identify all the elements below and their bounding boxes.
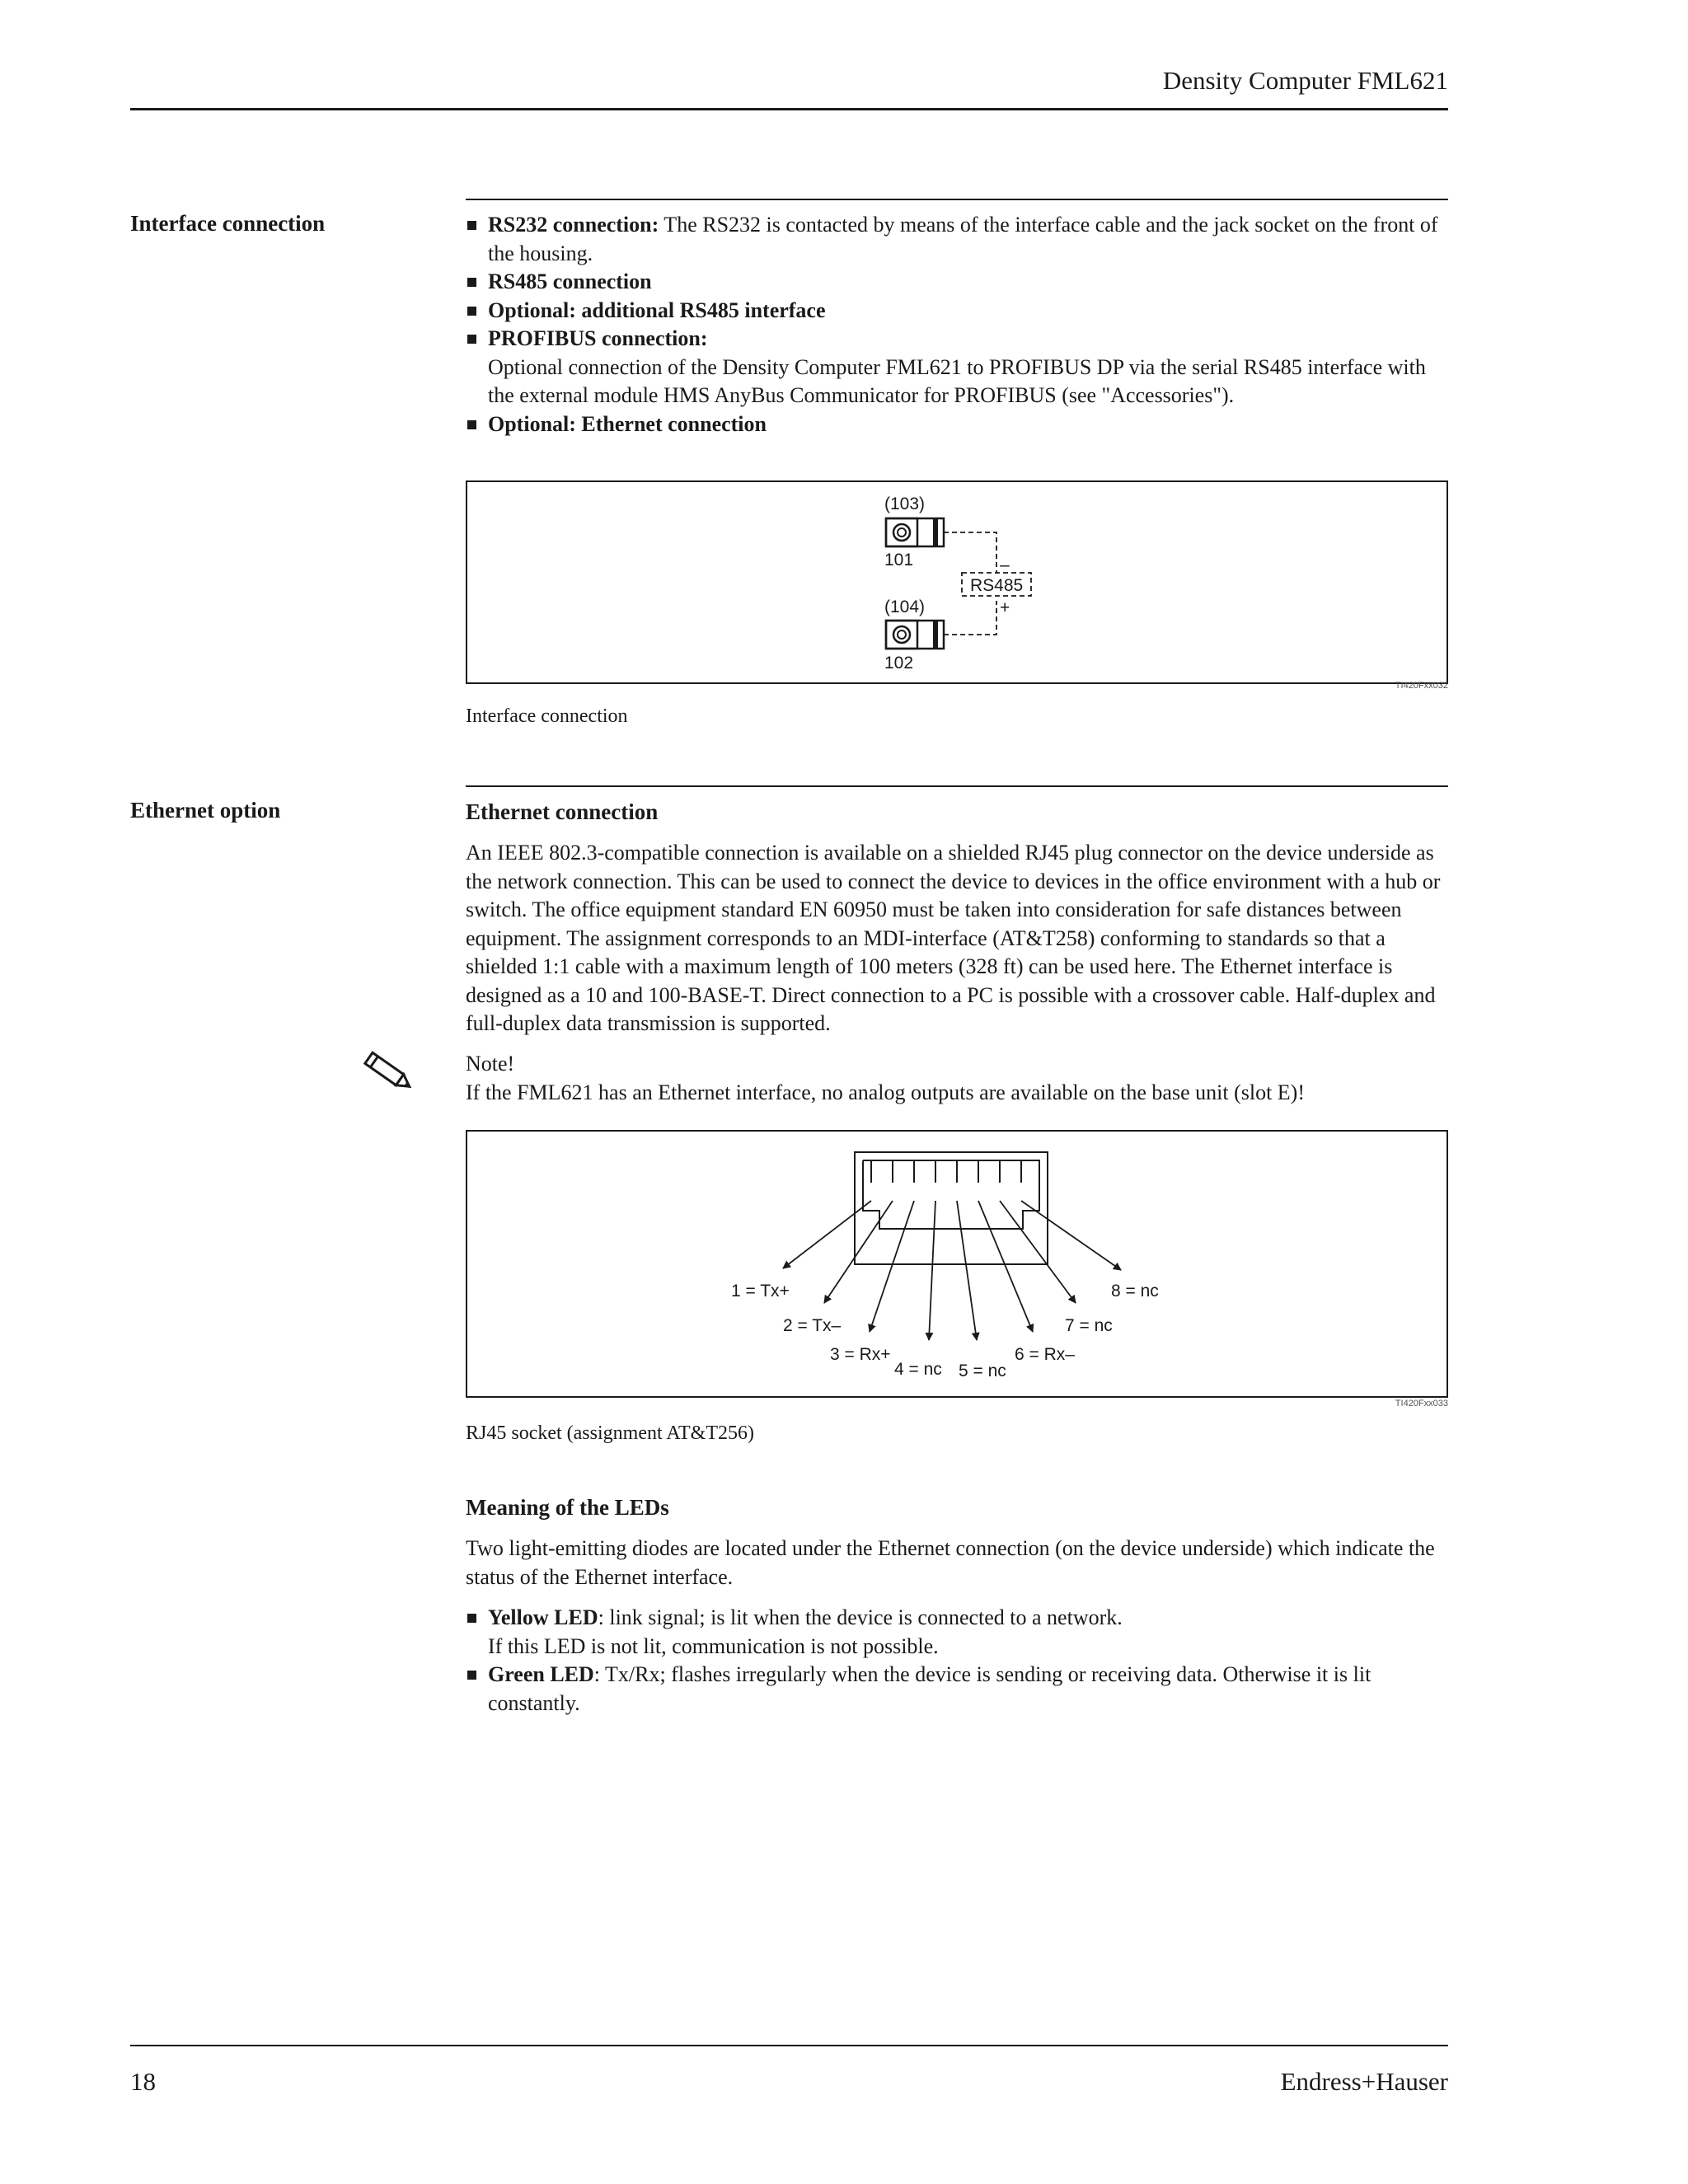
- list-item: Optional: additional RS485 interface: [466, 297, 1448, 326]
- list-item: Green LED: Tx/Rx; flashes irregularly when the device is sending or receiving data. Otherwise it is lit constantly.: [466, 1661, 1448, 1718]
- list-item: Yellow LED: link signal; is lit when the device is connected to a network. If this LED is not lit, communication is not possible.: [466, 1604, 1448, 1661]
- terminal-102-icon: [886, 621, 944, 649]
- pin-label-2: 2 = Tx–: [783, 1316, 842, 1335]
- pin-label-6: 6 = Rx–: [1015, 1345, 1075, 1364]
- list-item: PROFIBUS connection: Optional connection of the Density Computer FML621 to PROFIBUS DP via the serial RS485 interface with the external module HMS AnyBus Communicator for PROFIBUS (see "Accessories").: [466, 325, 1448, 410]
- terminal-label-101: 101: [884, 551, 914, 569]
- section-rule-interface: [466, 199, 1448, 200]
- section-label-interface: Interface connection: [130, 211, 326, 236]
- terminal-label-103: (103): [884, 494, 926, 513]
- figure-caption: Interface connection: [466, 705, 628, 727]
- note-title: Note!: [466, 1052, 515, 1076]
- running-header-title: Density Computer FML621: [1162, 66, 1448, 95]
- interface-list: [466, 211, 1448, 438]
- section-label-ethernet: Ethernet option: [130, 798, 281, 823]
- interface-diagram: [466, 480, 1448, 684]
- plus-label: +: [1000, 598, 1010, 617]
- leds-list: [466, 1604, 1448, 1718]
- terminal-label-102: 102: [884, 654, 914, 673]
- pin-label-1: 1 = Tx+: [731, 1282, 790, 1301]
- section-rule-ethernet: [466, 785, 1448, 787]
- figure-code: TI420Fxx032: [1395, 681, 1448, 691]
- rs485-label: RS485: [970, 576, 1024, 595]
- pencil-icon: [359, 1048, 419, 1100]
- header-rule: [130, 108, 1448, 110]
- leds-heading: Meaning of the LEDs: [466, 1495, 669, 1520]
- minus-label: –: [1000, 555, 1010, 574]
- pin-label-7: 7 = nc: [1065, 1316, 1113, 1335]
- terminal-label-104: (104): [884, 598, 926, 616]
- page-number: 18: [130, 2067, 156, 2096]
- ethernet-heading: Ethernet connection: [466, 799, 659, 824]
- pin-label-3: 3 = Rx+: [830, 1345, 891, 1364]
- footer-rule: [130, 2045, 1448, 2046]
- ethernet-body: An IEEE 802.3-compatible connection is available on a shielded RJ45 plug connector on the device underside as the network connection. This can be used to connect the device to devices in the office environment with a hub or switch. The office equipment standard EN 60950 must be taken into consideration for safe distances between equipment. The assignment corresponds to an MDI-interface (AT&T258) conforming to standards so that a shielded 1:1 cable with a maximum length of 100 meters (328 ft) can be used here. The Ethernet interface is designed as a 10 and 100-BASE-T. Direct connection to a PC is possible with a crossover cable. Half-duplex and full-duplex data transmission is supported.: [466, 841, 1441, 1035]
- pin-label-4: 4 = nc: [894, 1360, 942, 1379]
- list-item: RS232 connection: The RS232 is contacted by means of the interface cable and the jack socket on the front of the housing.: [466, 211, 1448, 268]
- list-item: RS485 connection: [466, 268, 1448, 297]
- terminal-101-icon: [886, 518, 944, 546]
- list-item: Optional: Ethernet connection: [466, 410, 1448, 439]
- pin-label-5: 5 = nc: [959, 1361, 1006, 1380]
- rj45-socket-icon: [855, 1152, 1048, 1264]
- note-text: If the FML621 has an Ethernet interface, no analog outputs are available on the base unit (slot E)!: [466, 1080, 1305, 1104]
- figure-code: TI420Fxx033: [1395, 1399, 1448, 1408]
- pin-label-8: 8 = nc: [1111, 1282, 1159, 1301]
- rj45-diagram: [466, 1130, 1448, 1398]
- leds-intro: Two light-emitting diodes are located under the Ethernet connection (on the device underside) which indicate the status of the Ethernet interface.: [466, 1536, 1435, 1589]
- figure-caption: RJ45 socket (assignment AT&T256): [466, 1422, 754, 1444]
- note-block: [466, 1050, 1448, 1107]
- footer-brand: Endress+Hauser: [1280, 2067, 1448, 2096]
